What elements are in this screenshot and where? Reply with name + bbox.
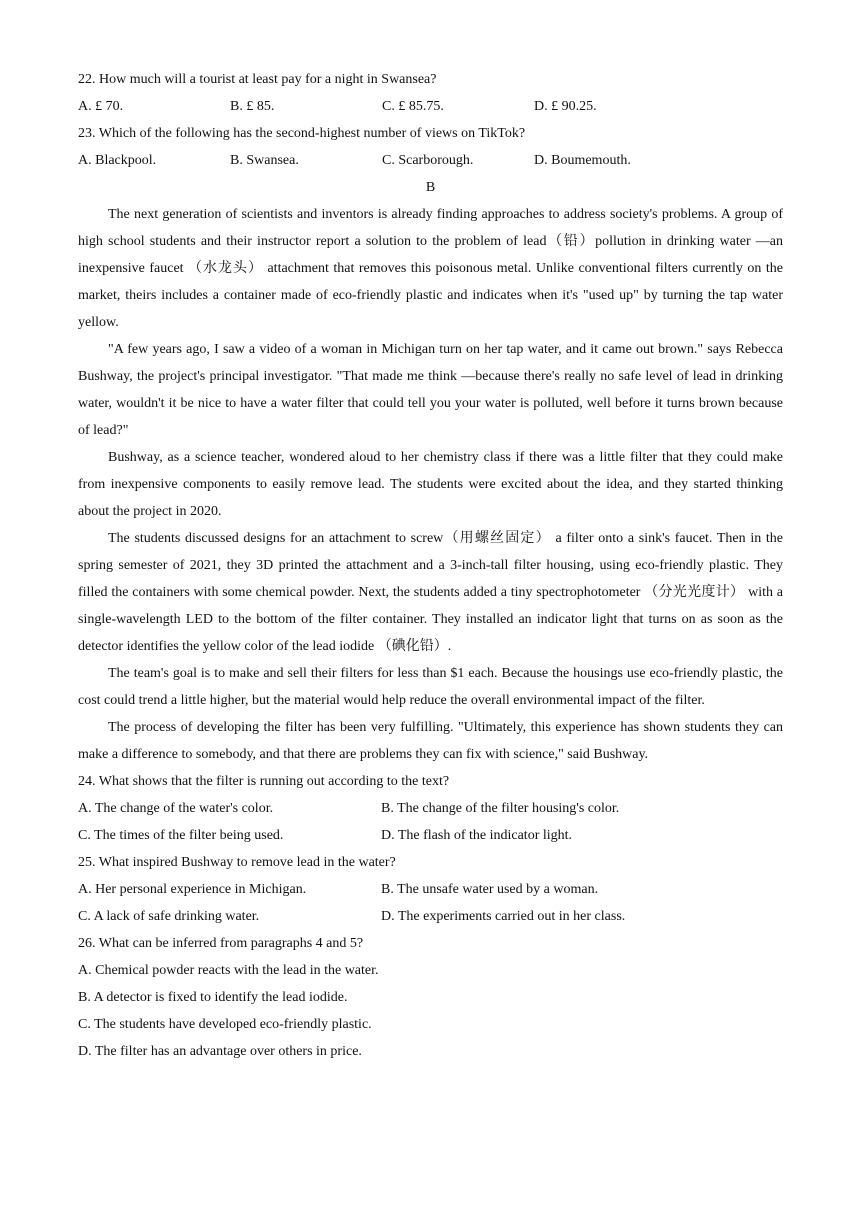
question-23-option-b: B. Swansea. xyxy=(230,153,299,168)
question-24-option-b: B. The change of the filter housing's color. xyxy=(381,801,620,816)
question-25-option-a: A. Her personal experience in Michigan. xyxy=(78,882,307,897)
question-25-options-row-2 xyxy=(78,903,783,930)
question-23-options xyxy=(78,147,783,174)
question-24-stem: 24. What shows that the filter is running out according to the text? xyxy=(78,774,450,789)
question-23-option-d: D. Boumemouth. xyxy=(534,153,631,168)
question-25-options-row-1 xyxy=(78,876,783,903)
section-label: B xyxy=(425,180,436,195)
question-25-option-b: B. The unsafe water used by a woman. xyxy=(381,882,599,897)
document-page xyxy=(78,66,783,1065)
passage-paragraph-5: The team's goal is to make and sell their filters for less than $1 each. Because the housings use eco-friendly plastic, the cost could trend a little higher, but the material would help reduce the overall environmental impact of the filter. xyxy=(78,666,783,708)
question-26-option-c: C. The students have developed eco-friendly plastic. xyxy=(78,1017,372,1032)
question-24-option-a: A. The change of the water's color. xyxy=(78,801,274,816)
question-24-options-row-1 xyxy=(78,795,783,822)
question-22-stem: 22. How much will a tourist at least pay for a night in Swansea? xyxy=(78,72,437,87)
passage-paragraph-4: The students discussed designs for an attachment to screw（用螺丝固定） a filter onto a sink's faucet. Then in the spring semester of 2021, they 3D printed the attachment and a 3-inch-tall filter housing, using eco-friendly plastic. They filled the containers with some chemical powder. Next, the students added a tiny spectrophotometer （分光光度计） with a single-wavelength LED to the bottom of the filter container. They installed an indicator light that turns on as soon as the detector identifies the yellow color of the lead iodide （碘化铅）. xyxy=(78,531,783,654)
passage-paragraph-2: "A few years ago, I saw a video of a woman in Michigan turn on her tap water, and it came out brown." says Rebecca Bushway, the project's principal investigator. "That made me think —because there's really no safe level of lead in drinking water, wouldn't it be nice to have a water filter that could tell you your water is polluted, well before it turns brown because of lead?" xyxy=(78,342,783,438)
question-22-option-a: A. £ 70. xyxy=(78,99,124,114)
question-25-option-d: D. The experiments carried out in her class. xyxy=(381,909,626,924)
question-23-option-a: A. Blackpool. xyxy=(78,153,157,168)
passage-paragraph-3: Bushway, as a science teacher, wondered aloud to her chemistry class if there was a little filter that they could make from inexpensive components to easily remove lead. The students were excited about the idea, and they started thinking about the project in 2020. xyxy=(78,450,783,519)
question-22-options xyxy=(78,93,783,120)
question-22-option-c: C. £ 85.75. xyxy=(382,99,444,114)
question-22-option-d: D. £ 90.25. xyxy=(534,99,597,114)
question-26-option-d: D. The filter has an advantage over others in price. xyxy=(78,1044,362,1059)
passage-paragraph-6: The process of developing the filter has been very fulfilling. "Ultimately, this experience has shown students they can make a difference to somebody, and that there are problems they can fix with science," said Bushway. xyxy=(78,720,783,762)
passage-paragraph-1: The next generation of scientists and inventors is already finding approaches to address society's problems. A group of high school students and their instructor report a solution to the problem of lead（铅）pollution in drinking water —an inexpensive faucet （水龙头） attachment that removes this poisonous metal. Unlike conventional filters currently on the market, theirs includes a container made of eco-friendly plastic and indicates when it's "used up" by turning the tap water yellow. xyxy=(78,207,783,330)
question-23-option-c: C. Scarborough. xyxy=(382,153,474,168)
question-26-stem: 26. What can be inferred from paragraphs 4 and 5? xyxy=(78,936,364,951)
question-24-options-row-2 xyxy=(78,822,783,849)
question-25-option-c: C. A lack of safe drinking water. xyxy=(78,909,260,924)
question-26-option-b: B. A detector is fixed to identify the lead iodide. xyxy=(78,990,348,1005)
question-24-option-d: D. The flash of the indicator light. xyxy=(381,828,573,843)
question-24-option-c: C. The times of the filter being used. xyxy=(78,828,284,843)
question-22-option-b: B. £ 85. xyxy=(230,99,275,114)
question-25-stem: 25. What inspired Bushway to remove lead in the water? xyxy=(78,855,396,870)
question-26-option-a: A. Chemical powder reacts with the lead in the water. xyxy=(78,963,379,978)
question-23-stem: 23. Which of the following has the second-highest number of views on TikTok? xyxy=(78,126,526,141)
